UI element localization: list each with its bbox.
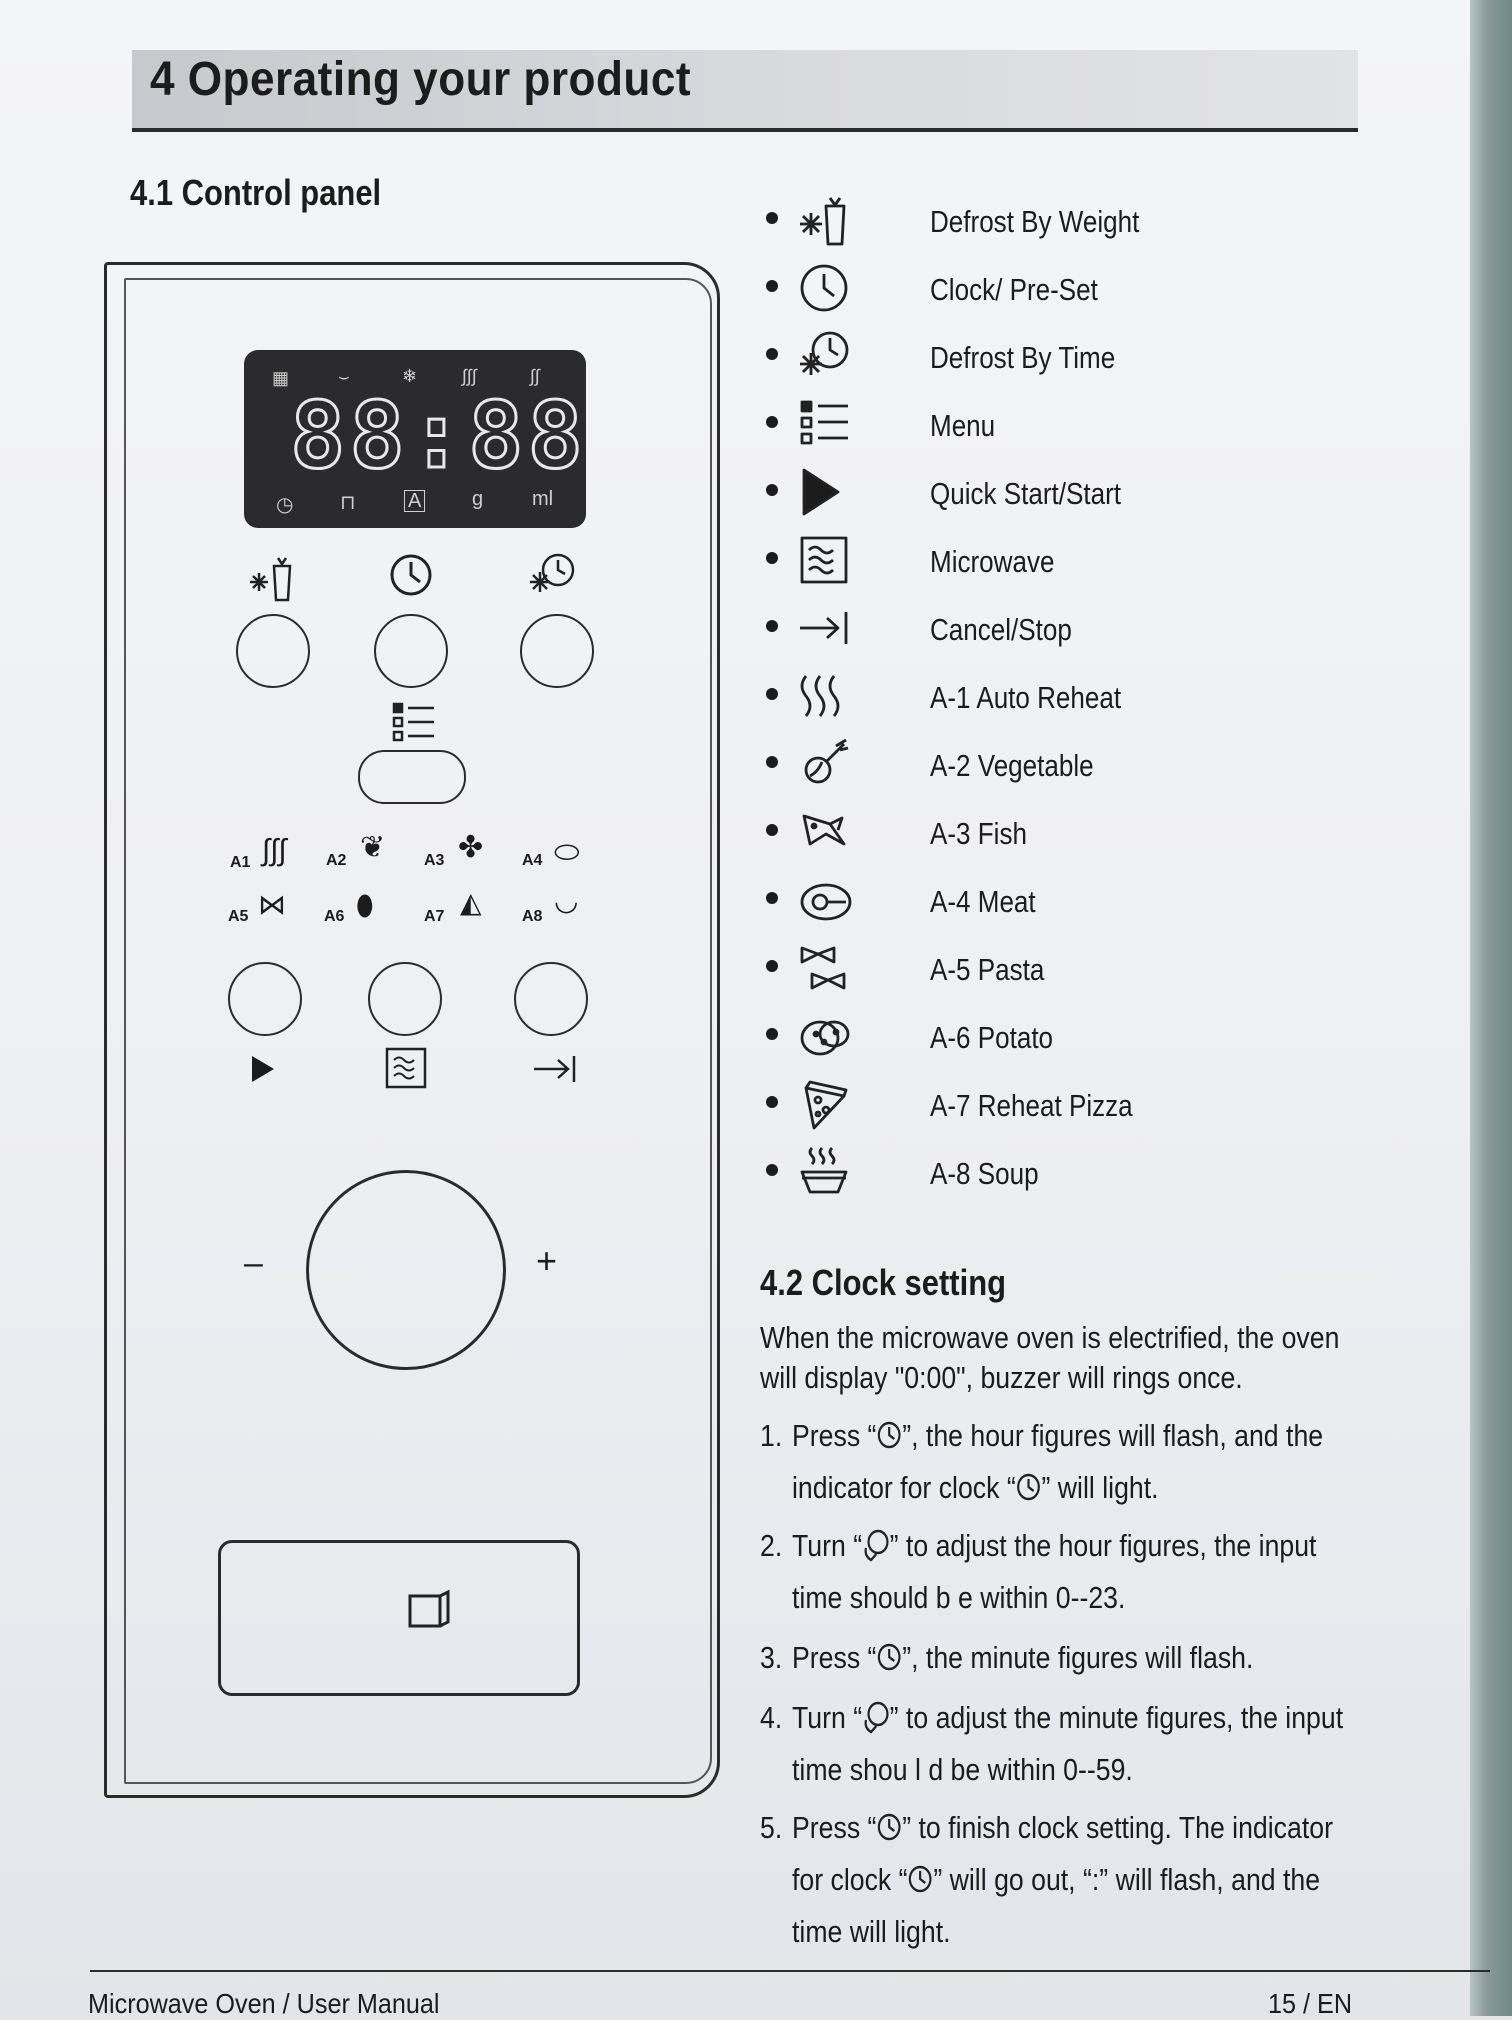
display-lock-icon: ⊓ <box>340 492 356 514</box>
pasta-icon <box>796 940 852 996</box>
legend-row <box>758 872 1438 932</box>
page-edge-background <box>1470 0 1512 2016</box>
legend-row <box>758 1144 1438 1204</box>
display-auto-indicator: A <box>404 490 425 512</box>
bullet <box>766 484 778 496</box>
defrost-weight-icon <box>796 192 852 248</box>
step-line: time will light. <box>792 1914 951 1949</box>
auto-label-a2: A2 <box>326 852 347 869</box>
defrost-weight-icon <box>246 552 294 602</box>
microwave-icon <box>796 532 852 588</box>
legend-row <box>758 532 1438 592</box>
potato-icon <box>796 1008 852 1064</box>
display-defrost-icon: ❄ <box>402 366 418 386</box>
defrost-time-icon <box>528 552 578 598</box>
step-line: indicator for clock “ ” will light. <box>792 1470 1159 1505</box>
legend-label: Menu <box>930 408 996 443</box>
pizza-icon <box>796 1076 852 1132</box>
cancel-button-icon[interactable] <box>532 1052 578 1086</box>
start-icon <box>796 464 852 520</box>
step-number: 1. <box>760 1418 783 1453</box>
legend-label: Defrost By Weight <box>930 204 1140 239</box>
step-line: Press “ ” to finish clock setting. The indicator <box>792 1810 1333 1845</box>
bullet <box>766 552 778 564</box>
legend-row <box>758 804 1438 864</box>
legend-label: Quick Start/Start <box>930 476 1122 511</box>
bullet <box>766 620 778 632</box>
auto-label-a1: A1 <box>230 854 251 871</box>
bullet <box>766 416 778 428</box>
bullet <box>766 1096 778 1108</box>
dial-knob[interactable] <box>306 1170 506 1370</box>
legend-label: A-1 Auto Reheat <box>930 680 1122 715</box>
defrost-time-button[interactable] <box>520 614 594 688</box>
bullet <box>766 960 778 972</box>
clock-button[interactable] <box>374 614 448 688</box>
auto-button-1[interactable] <box>228 962 302 1036</box>
legend-label: Defrost By Time <box>930 340 1116 375</box>
bullet <box>766 280 778 292</box>
step-line: Turn “ ” to adjust the hour figures, the input <box>792 1528 1317 1563</box>
legend-row <box>758 736 1438 796</box>
legend-row <box>758 1076 1438 1136</box>
footer-manual-title: Microwave Oven / User Manual <box>88 1988 440 2019</box>
step-number: 4. <box>760 1700 783 1735</box>
cancel-icon <box>796 600 852 656</box>
clock-icon <box>388 552 434 598</box>
legend-label: Clock/ Pre-Set <box>930 272 1098 307</box>
auto-button-3[interactable] <box>514 962 588 1036</box>
panel-reheat-icon: ∫∫∫ <box>262 834 287 867</box>
bullet <box>766 1164 778 1176</box>
step-line: Turn “ ” to adjust the minute figures, the input <box>792 1700 1344 1735</box>
auto-label-a3: A3 <box>424 852 445 869</box>
step-number: 5. <box>760 1810 783 1845</box>
step-line: Press “ ”, the hour figures will flash, and the <box>792 1418 1324 1453</box>
bullet <box>766 756 778 768</box>
display-digits: 88:88 <box>290 382 587 489</box>
inline-knob-icon <box>862 1700 890 1734</box>
door-open-button[interactable] <box>218 1540 580 1696</box>
step-number: 3. <box>760 1640 783 1675</box>
legend-row <box>758 600 1438 660</box>
legend-label: A-3 Fish <box>930 816 1027 851</box>
legend-label: A-4 Meat <box>930 884 1036 919</box>
legend-label: Cancel/Stop <box>930 612 1072 647</box>
legend-label: A-8 Soup <box>930 1156 1039 1191</box>
auto-label-a7: A7 <box>424 908 445 925</box>
step-line: for clock “ ” will go out, “:” will flash, and the <box>792 1862 1321 1897</box>
defrost-weight-button[interactable] <box>236 614 310 688</box>
legend-row <box>758 940 1438 1000</box>
fish-icon <box>796 804 852 860</box>
auto-label-a5: A5 <box>228 908 249 925</box>
soup-icon <box>796 1144 852 1200</box>
panel-fish-icon: ✤ <box>458 831 484 864</box>
inline-clock-icon <box>876 1642 902 1672</box>
display-grill-icon: ⌣ <box>338 366 350 386</box>
knob-minus-label: – <box>244 1244 263 1282</box>
meat-icon <box>796 872 852 928</box>
display-gram-indicator: g <box>472 488 484 510</box>
microwave-button-icon[interactable] <box>384 1046 428 1090</box>
legend-row <box>758 328 1438 388</box>
menu-button[interactable] <box>358 750 466 804</box>
knob-plus-label: + <box>536 1240 558 1281</box>
inline-clock-icon <box>1016 1472 1042 1502</box>
auto-label-a4: A4 <box>522 852 543 869</box>
bullet <box>766 212 778 224</box>
bullet <box>766 892 778 904</box>
legend-row <box>758 1008 1438 1068</box>
legend-label: A-7 Reheat Pizza <box>930 1088 1133 1123</box>
display-steam-icon: ∫∫∫ <box>462 366 477 386</box>
legend-label: A-2 Vegetable <box>930 748 1094 783</box>
section-title-control-panel: 4.1 Control panel <box>130 172 382 213</box>
panel-soup-icon: ◡ <box>554 885 579 916</box>
page-title: 4 Operating your product <box>150 53 692 106</box>
inline-clock-icon <box>908 1864 934 1894</box>
auto-button-2[interactable] <box>368 962 442 1036</box>
display-clock-icon: ◷ <box>276 494 294 516</box>
door-open-icon <box>404 1588 452 1632</box>
bullet <box>766 688 778 700</box>
bullet <box>766 824 778 836</box>
legend-row <box>758 668 1438 728</box>
footer-rule <box>90 1970 1490 1972</box>
footer-page-number: 15 / EN <box>1268 1988 1353 2019</box>
panel-potato-icon: ⬮ <box>356 890 374 921</box>
display-combi-icon: ∫∫ <box>530 366 540 386</box>
legend-label: A-6 Potato <box>930 1020 1054 1055</box>
auto-label-a6: A6 <box>324 908 345 925</box>
clock-icon <box>796 260 852 316</box>
clock-intro-line-1: When the microwave oven is electrified, the oven <box>760 1320 1340 1355</box>
menu-icon <box>392 702 436 744</box>
bullet <box>766 1028 778 1040</box>
legend-row <box>758 464 1438 524</box>
inline-knob-icon <box>862 1528 890 1562</box>
legend-label: Microwave <box>930 544 1055 579</box>
auto-label-a8: A8 <box>522 908 543 925</box>
start-button-icon[interactable] <box>248 1052 278 1086</box>
step-line: Press “ ”, the minute figures will flash. <box>792 1640 1254 1675</box>
step-line: time shou l d be within 0--59. <box>792 1752 1133 1787</box>
reheat-icon <box>796 668 852 724</box>
legend-row <box>758 260 1438 320</box>
legend-label: A-5 Pasta <box>930 952 1045 987</box>
panel-pasta-icon: ⋈ <box>258 889 286 920</box>
panel-vegetable-icon: ❦ <box>360 831 386 864</box>
panel-pizza-icon: ◭ <box>460 887 482 918</box>
inline-clock-icon <box>876 1420 902 1450</box>
bullet <box>766 348 778 360</box>
clock-intro-line-2: will display "0:00", buzzer will rings once. <box>760 1360 1243 1395</box>
menu-icon <box>796 396 852 452</box>
step-line: time should b e within 0--23. <box>792 1580 1126 1615</box>
legend-row <box>758 192 1438 252</box>
vegetable-icon <box>796 736 852 792</box>
panel-meat-icon: ⬭ <box>554 836 580 869</box>
inline-clock-icon <box>876 1812 902 1842</box>
step-number: 2. <box>760 1528 783 1563</box>
display-ml-indicator: ml <box>532 488 554 510</box>
display-microwave-icon: ▦ <box>272 368 290 388</box>
section-title-clock-setting: 4.2 Clock setting <box>760 1262 1007 1303</box>
legend-row <box>758 396 1438 456</box>
defrost-time-icon <box>796 328 852 384</box>
